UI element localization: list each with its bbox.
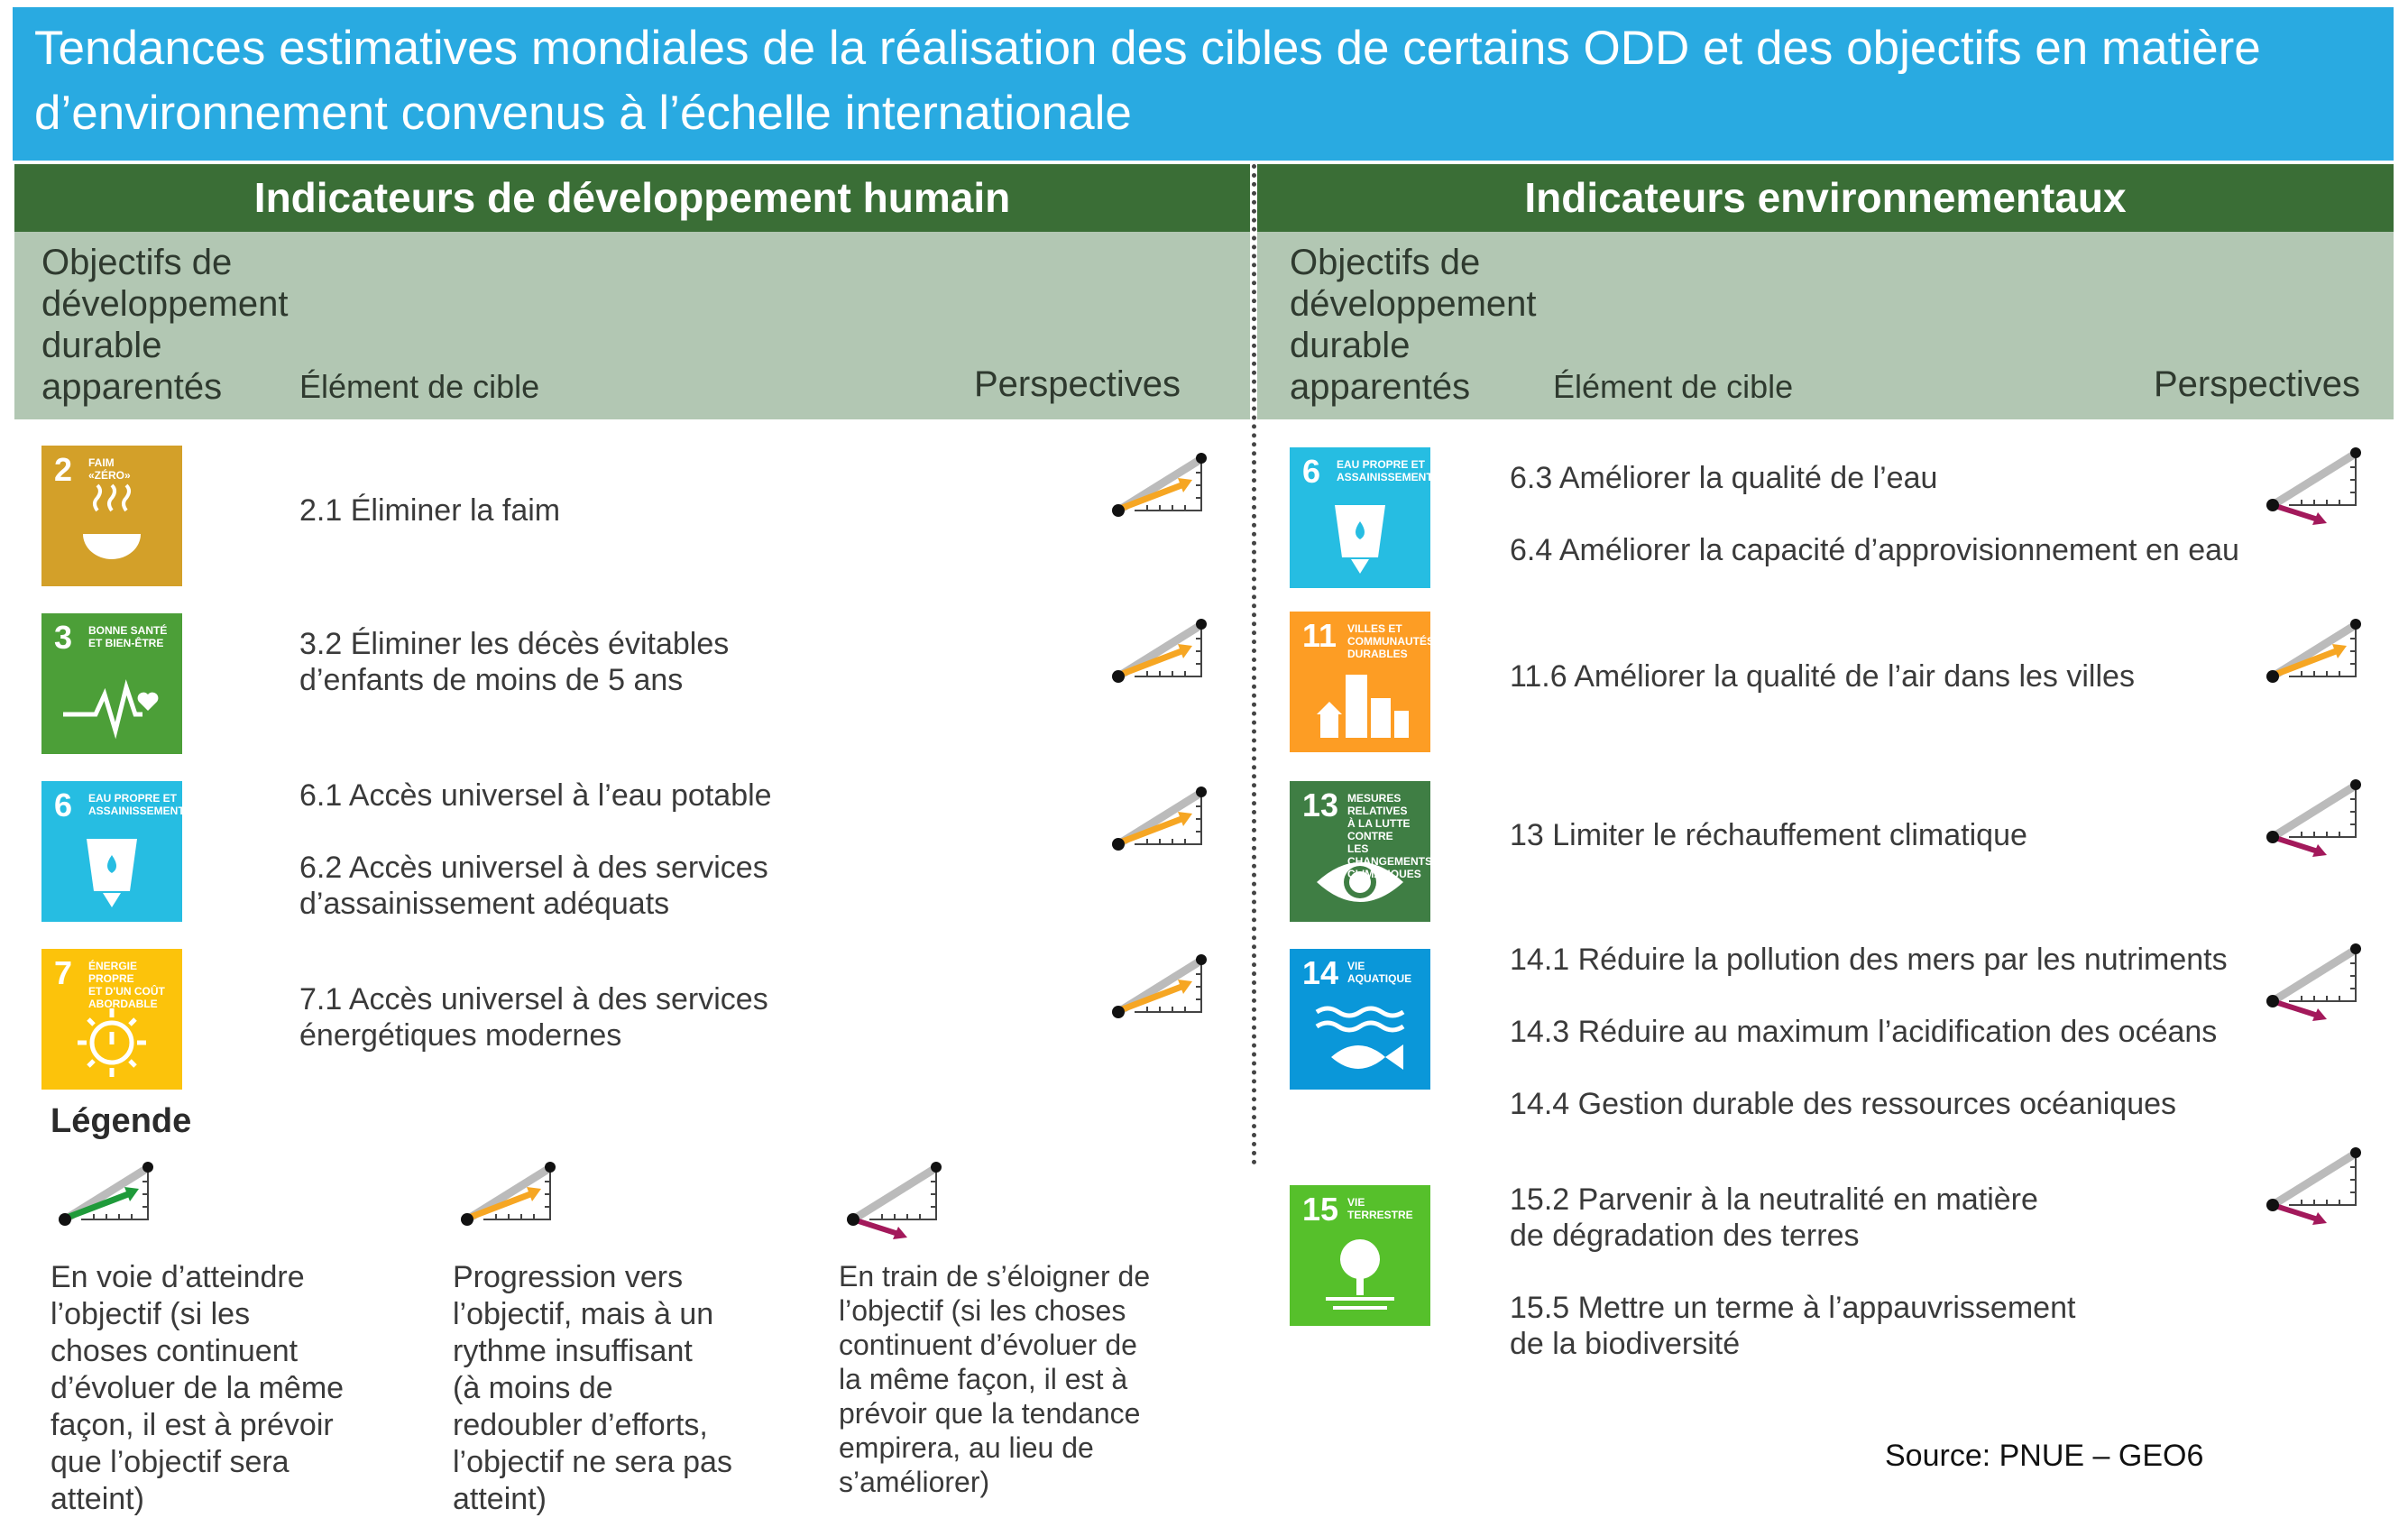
target-text: 14.1 Réduire la pollution des mers par les nutriments 14.3 Réduire au maximum l’acidification des océans 14.4 Gestion durable des ressources océaniques: [1510, 943, 2228, 1121]
sdg-6-tile: [1290, 447, 1433, 588]
target-text: 6.1 Accès universel à l’eau potable 6.2 Accès universel à des services d’assainissement adéquats: [299, 778, 772, 921]
sdg-number: 3: [54, 619, 73, 656]
sdg-label: VIE TERRESTRE: [1347, 1196, 1413, 1221]
outlook-worsening-icon: [2262, 938, 2370, 1019]
sdg-label: VILLES ET COMMUNAUTÉS DURABLES: [1347, 622, 1434, 660]
outlook-insufficient-icon: [1107, 949, 1216, 1030]
target-text: 11.6 Améliorer la qualité de l’air dans les villes: [1510, 659, 2135, 694]
legend-insufficient-icon: [456, 1156, 565, 1237]
sdg-number: 11: [1302, 617, 1337, 654]
outlook-insufficient-icon: [2262, 613, 2370, 695]
sdg-label: EAU PROPRE ET ASSAINISSEMENT: [1337, 458, 1433, 483]
page-title: Tendances estimatives mondiales de la réalisation des cibles de certains ODD et des objectifs en matière d’environnement convenus à l’échelle internationale: [34, 22, 2261, 140]
panel-divider: [1252, 164, 1256, 1165]
legend-item-text: En train de s’éloigner de l’objectif (si les choses continuent d’évoluer de la même façon, il est à prévoir que la tendance empirera, au lieu de s’améliorer): [839, 1260, 1151, 1498]
sdg-number: 13: [1302, 787, 1339, 823]
target-text: 15.2 Parvenir à la neutralité en matière de dégradation des terres 15.5 Mettre un terme à l’appauvrissement de la biodiversité: [1510, 1182, 2076, 1361]
sdg-number: 6: [54, 787, 73, 823]
sdg-label: MESURES RELATIVES À LA LUTTE CONTRE LES CHANGEMENTS CLIMATIQUES: [1347, 792, 1433, 880]
sdg-2-tile: [41, 446, 182, 586]
sdg-11-tile: [1290, 612, 1434, 752]
right-col-target-header: Élément de cible: [1553, 368, 1794, 405]
source-note: Source: PNUE – GEO6: [1885, 1439, 2204, 1473]
left-col-sdg-header: Objectifs de développement durable apparentés: [41, 243, 289, 407]
sdg-14-tile: [1290, 949, 1430, 1090]
sdg-13-tile: [1290, 781, 1433, 922]
sdg-number: 6: [1302, 453, 1321, 490]
outlook-worsening-icon: [2262, 1142, 2370, 1223]
sdg-number: 15: [1302, 1191, 1339, 1228]
outlook-worsening-icon: [2262, 774, 2370, 855]
sdg-3-tile: [41, 613, 182, 754]
outlook-insufficient-icon: [1107, 447, 1216, 529]
sdg-label: EAU PROPRE ET ASSAINISSEMENT: [88, 792, 185, 817]
target-text: 3.2 Éliminer les décès évitables d’enfants de moins de 5 ans: [299, 627, 730, 697]
legend-on-track-icon: [54, 1156, 162, 1237]
sdg-label: ÉNERGIE PROPRE ET D'UN COÛT ABORDABLE: [88, 960, 165, 1010]
sdg-15-tile: [1290, 1185, 1430, 1326]
sdg-number: 2: [54, 451, 73, 488]
sdg-number: 14: [1302, 954, 1339, 991]
right-panel-header: Indicateurs environnementaux: [1257, 164, 2394, 232]
legend-item-text: Progression vers l’objectif, mais à un rythme insuffisant (à moins de redoubler d’efforts, l’objectif ne sera pas atteint): [453, 1260, 732, 1516]
right-col-outlook-header: Perspectives: [2154, 364, 2360, 404]
right-col-sdg-header: Objectifs de développement durable apparentés: [1290, 243, 1537, 407]
sdg-label: BONNE SANTÉ ET BIEN-ÊTRE: [88, 624, 168, 649]
target-text: 13 Limiter le réchauffement climatique: [1510, 818, 2027, 852]
target-text: 2.1 Éliminer la faim: [299, 493, 561, 528]
sdg-6-tile: [41, 781, 185, 922]
outlook-insufficient-icon: [1107, 613, 1216, 695]
outlook-worsening-icon: [2262, 442, 2370, 523]
left-col-target-header: Élément de cible: [299, 368, 540, 405]
sdg-label: FAIM «ZÉRO»: [88, 456, 131, 482]
sdg-7-tile: [41, 949, 182, 1090]
sdg-number: 7: [54, 954, 73, 991]
legend-worsening-icon: [842, 1156, 951, 1237]
legend-title: Légende: [51, 1102, 192, 1140]
outlook-insufficient-icon: [1107, 781, 1216, 862]
sdg-label: VIE AQUATIQUE: [1347, 960, 1412, 985]
left-panel-header: Indicateurs de développement humain: [14, 164, 1250, 232]
target-text: 6.3 Améliorer la qualité de l’eau 6.4 Améliorer la capacité d’approvisionnement en eau: [1510, 461, 2239, 567]
target-text: 7.1 Accès universel à des services énergétiques modernes: [299, 982, 768, 1053]
legend-item-text: En voie d’atteindre l’objectif (si les choses continuent d’évoluer de la même façon, il est à prévoir que l’objectif sera atteint): [51, 1260, 345, 1516]
left-col-outlook-header: Perspectives: [974, 364, 1181, 404]
